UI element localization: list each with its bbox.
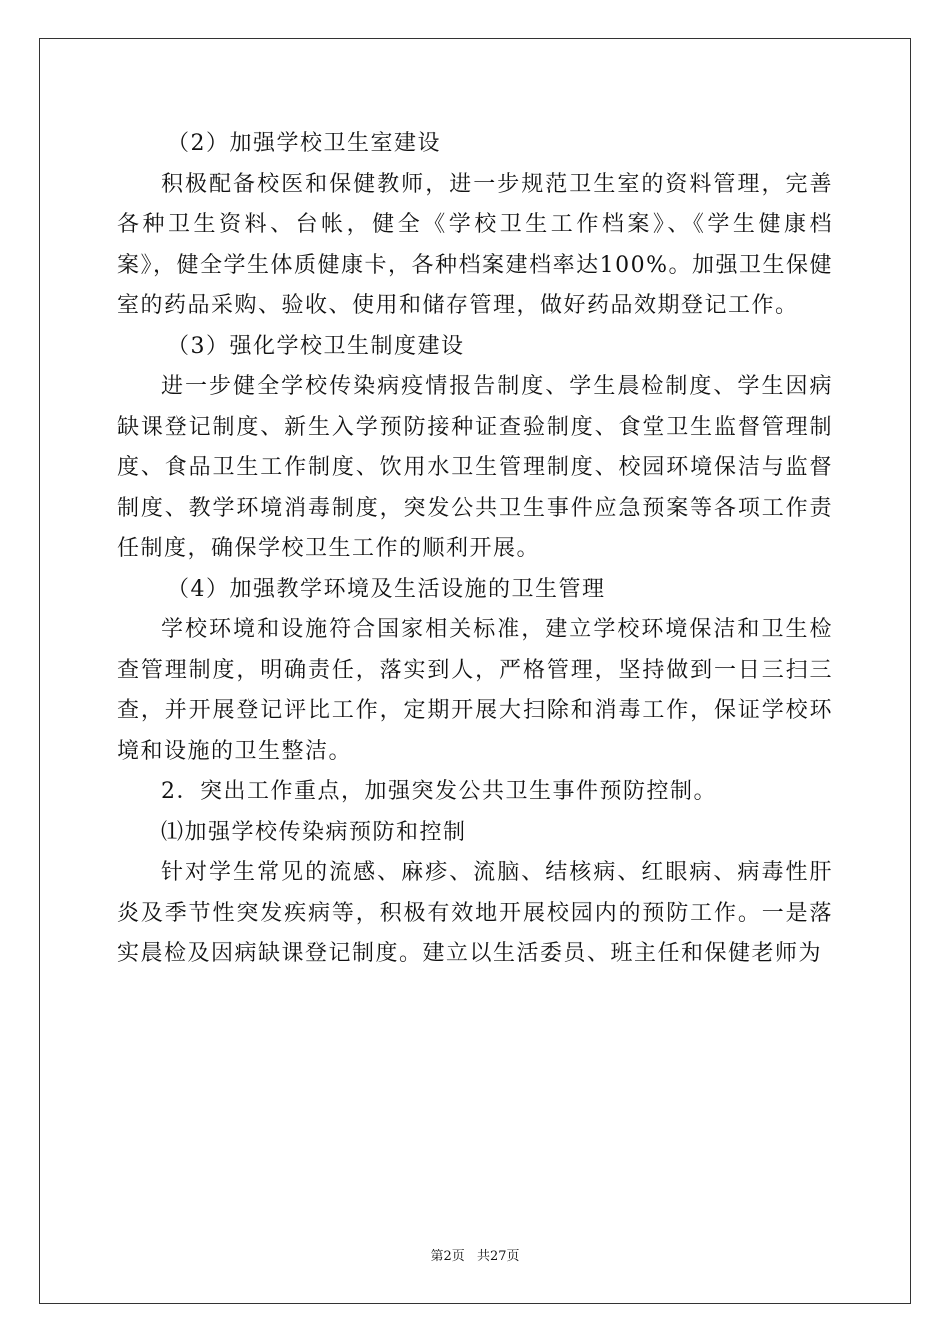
paragraph-disease-prevention: 针对学生常见的流感、麻疹、流脑、结核病、红眼病、病毒性肝炎及季节性突发疾病等，积极有效地开展校园内的预防工作。一是落实晨检及因病缺课登记制度。建立以生活委员、班主任和保健老师为: [117, 860, 833, 966]
page-number: 第2页: [430, 1249, 465, 1264]
paragraph-clinic: 积极配备校医和保健教师，进一步规范卫生室的资料管理，完善各种卫生资料、台帐，健全《学校卫生工作档案》、《学生健康档案》，健全学生体质健康卡，各种档案建档率达100%。加强卫生保健室的药品采购、验收、使用和储存管理，做好药品效期登记工作。: [117, 171, 833, 318]
document-body: [117, 124, 833, 975]
section-heading-3: （3）强化学校卫生制度建设: [167, 333, 465, 359]
numbered-heading-2: 2．突出工作重点，加强突发公共卫生事件预防控制。: [161, 779, 717, 804]
section-heading-4: （4）加强教学环境及生活设施的卫生管理: [167, 576, 606, 602]
sub-heading-1: ⑴加强学校传染病预防和控制: [161, 819, 467, 845]
section-heading-2: （2）加强学校卫生室建设: [167, 131, 441, 156]
page-footer: [0, 1245, 950, 1264]
paragraph-environment: 学校环境和设施符合国家相关标准，建立学校环境保洁和卫生检查管理制度，明确责任，落实到人，严格管理，坚持做到一日三扫三查，并开展登记评比工作，定期开展大扫除和消毒工作，保证学校环境和设施的卫生整洁。: [117, 617, 833, 764]
page-total: 共27页: [476, 1249, 520, 1264]
paragraph-regulations: 进一步健全学校传染病疫情报告制度、学生晨检制度、学生因病缺课登记制度、新生入学预防接种证查验制度、食堂卫生监督管理制度、食品卫生工作制度、饮用水卫生管理制度、校园环境保洁与监督制度、教学环境消毒制度，突发公共卫生事件应急预案等各项工作责任制度，确保学校卫生工作的顺利开展。: [117, 374, 833, 561]
